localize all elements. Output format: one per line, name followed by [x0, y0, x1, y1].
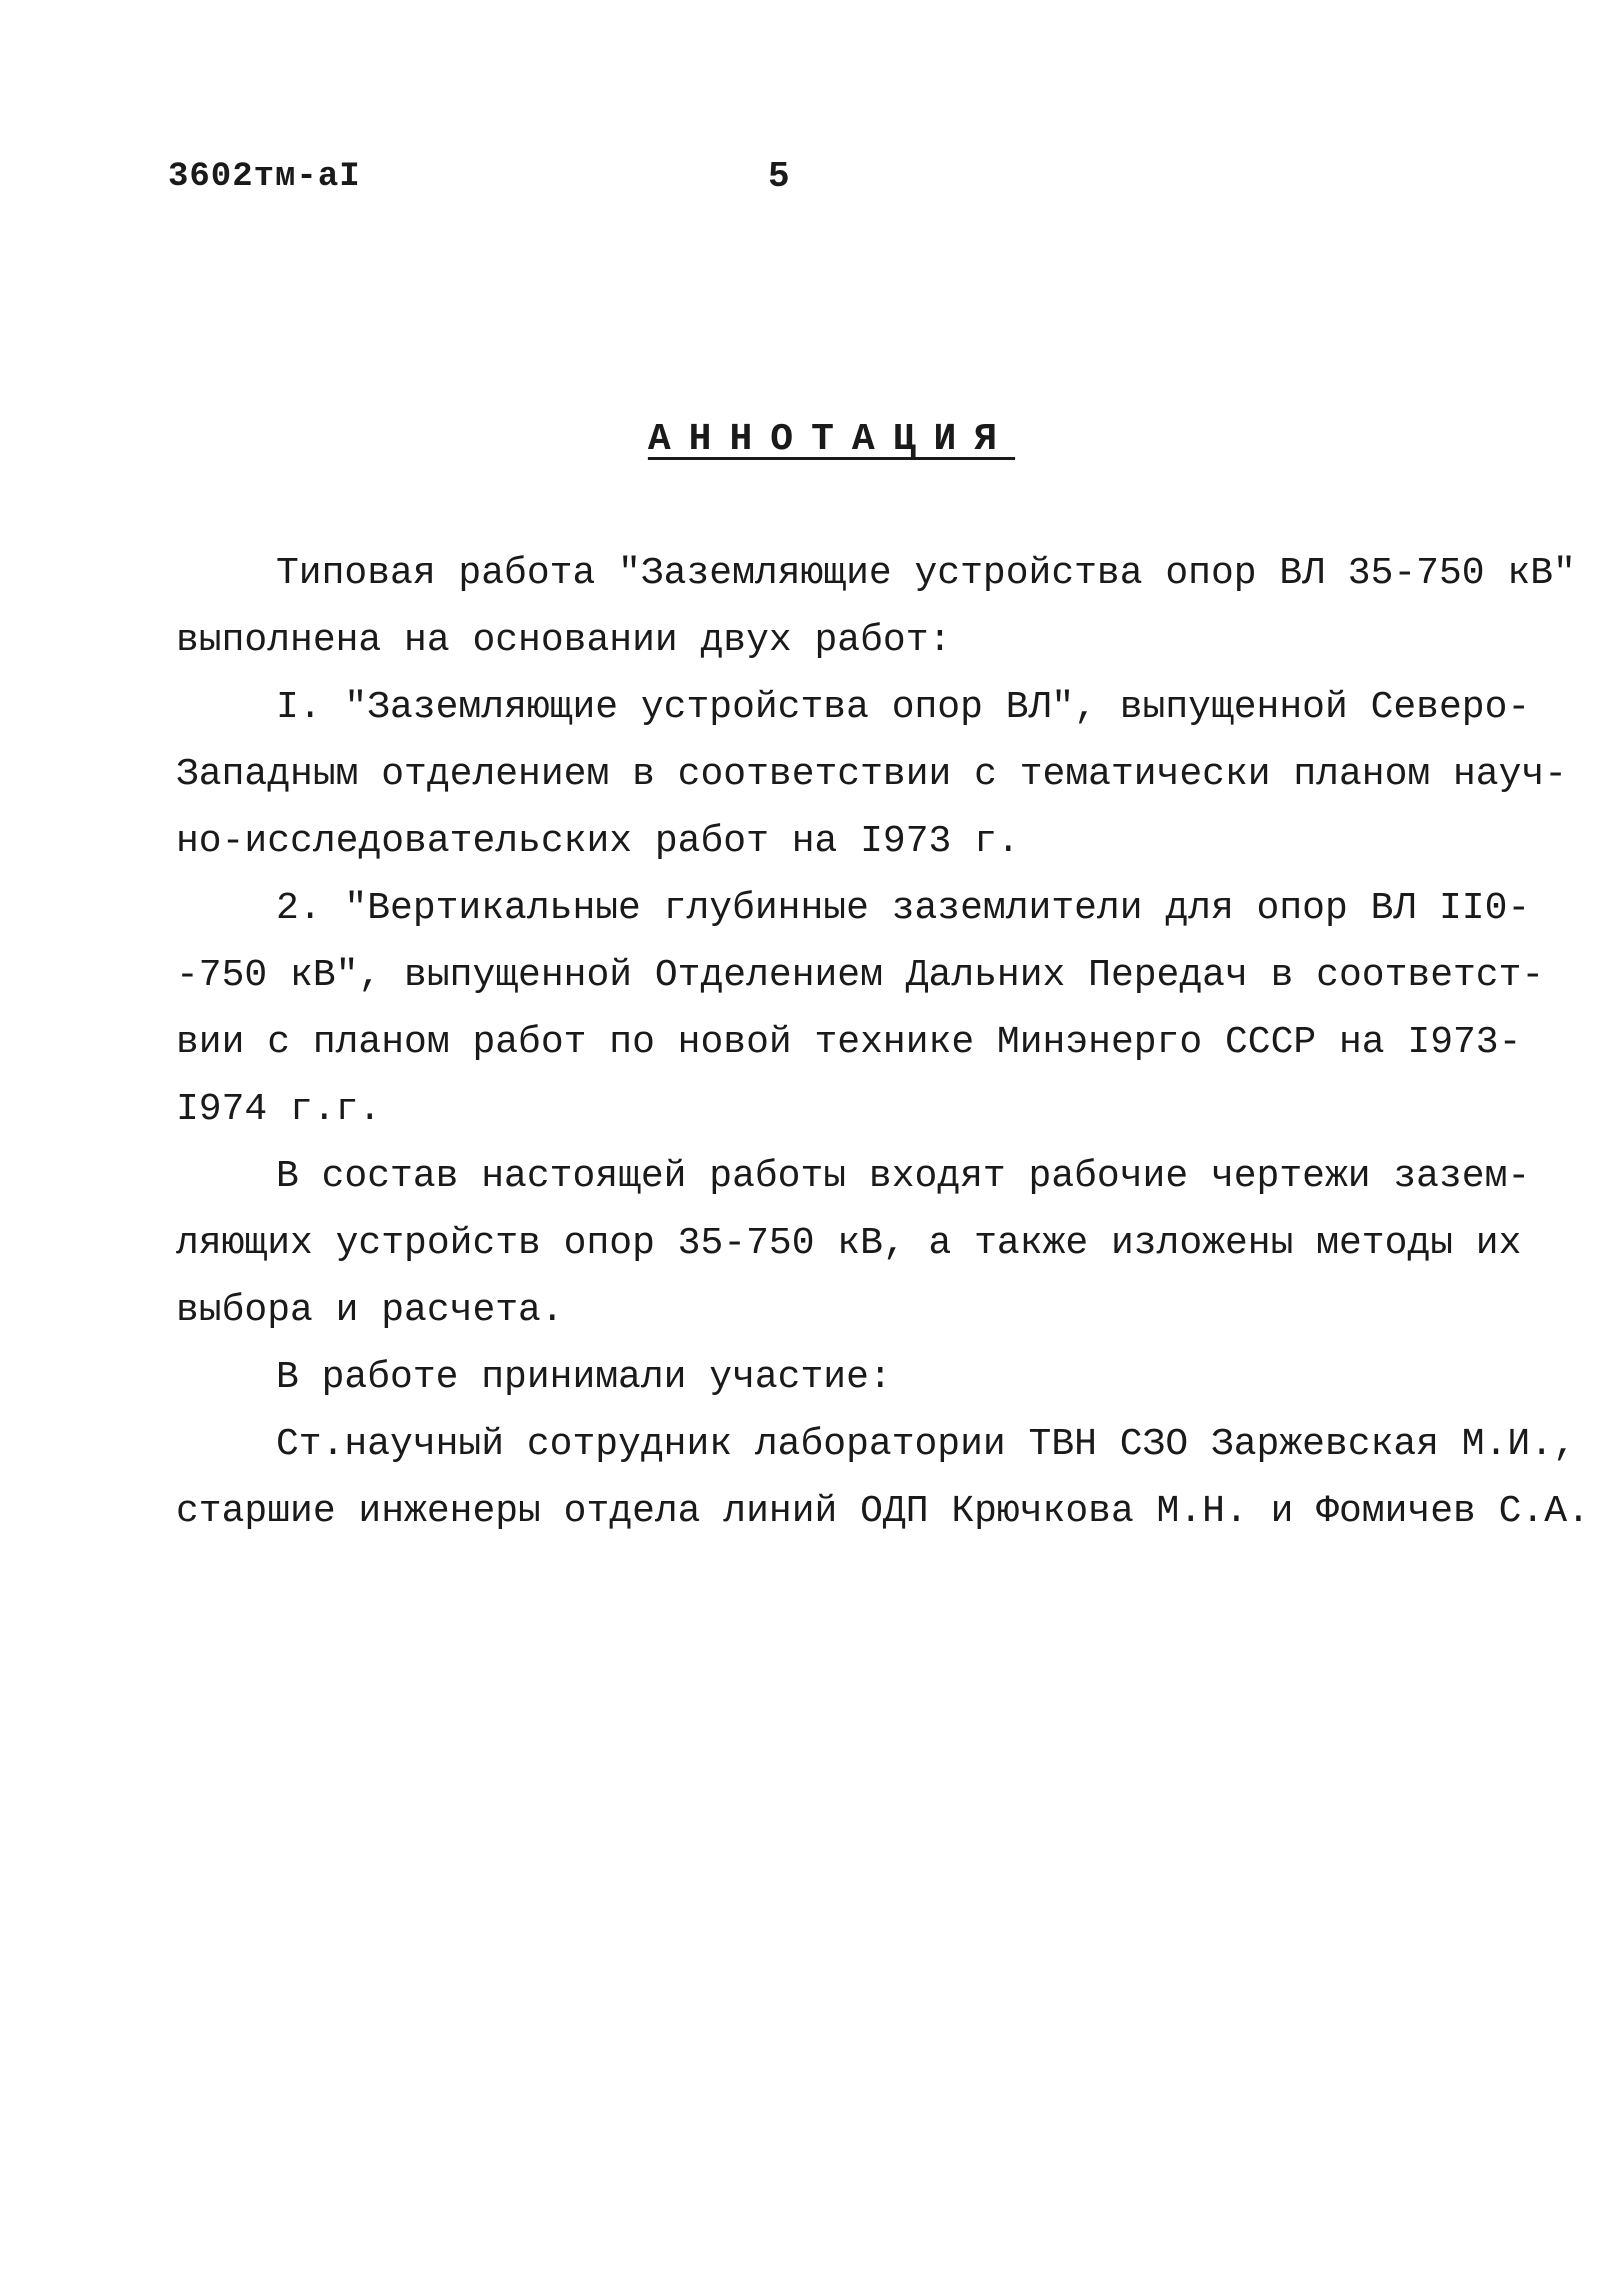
paragraph-line: выполнена на основании двух работ: [176, 619, 952, 662]
paragraph-line: ляющих устройств опор 35-750 кВ, а также изложены методы их [176, 1222, 1522, 1265]
paragraph-line: Типовая работа "Заземляющие устройства опор ВЛ 35-750 кВ" [276, 552, 1576, 595]
paragraph-line: Западным отделением в соответствии с тематически планом науч- [176, 753, 1568, 796]
paragraph-line: но-исследовательских работ на I973 г. [176, 820, 1020, 863]
paragraph-line: старшие инженеры отдела линий ОДП Крючкова М.Н. и Фомичев С.А. [176, 1490, 1590, 1533]
annotation-body [176, 540, 1590, 1545]
paragraph-line: I974 г.г. [176, 1088, 382, 1131]
paragraph-line: I. "Заземляющие устройства опор ВЛ", выпущенной Северо- [276, 686, 1531, 729]
paragraph-line: 2. "Вертикальные глубинные заземлители для опор ВЛ II0- [276, 887, 1531, 930]
paragraph-line: Ст.научный сотрудник лаборатории ТВН СЗО Заржевская М.И., [276, 1423, 1576, 1466]
paragraph-line: В состав настоящей работы входят рабочие чертежи зазем- [276, 1155, 1531, 1198]
page-number: 5 [768, 156, 790, 197]
paragraph-line: вии с планом работ по новой технике Минэнерго СССР на I973- [176, 1021, 1522, 1064]
paragraph-line: -750 кВ", выпущенной Отделением Дальних Передач в соответст- [176, 954, 1545, 997]
annotation-title: АННОТАЦИЯ [647, 418, 1016, 461]
paragraph-line: В работе принимали участие: [276, 1356, 892, 1399]
paragraph-line: выбора и расчета. [176, 1289, 564, 1332]
document-code: 3602тм-аI [168, 158, 361, 196]
